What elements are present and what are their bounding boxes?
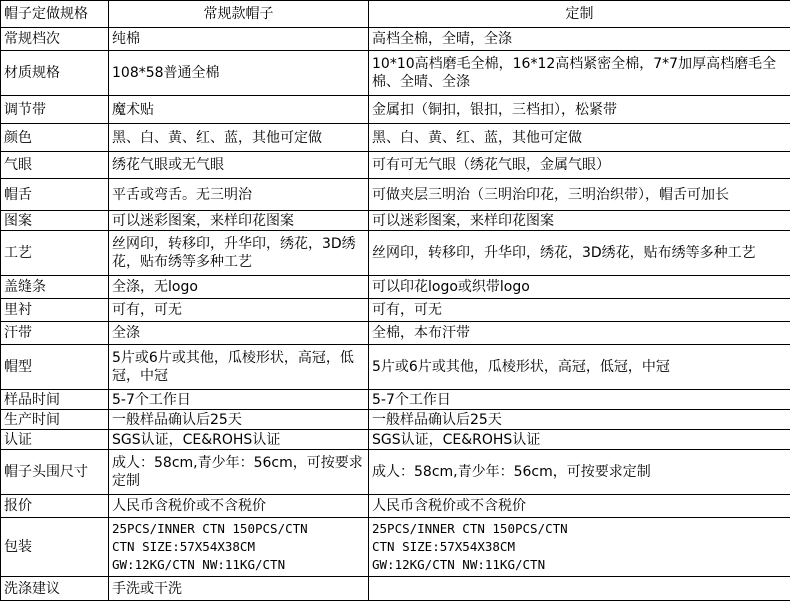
row-label: 气眼	[1, 152, 109, 179]
table-row	[1, 299, 790, 322]
regular-cell: 108*58普通全棉	[109, 51, 369, 96]
custom-cell: 全棉，本布汗带	[369, 322, 790, 345]
custom-cell: 金属扣（铜扣，银扣，三档扣），松紧带	[369, 96, 790, 124]
regular-cell: 手洗或干洗	[109, 577, 369, 601]
custom-cell: 可做夹层三明治（三明治印花，三明治织带），帽舌可加长	[369, 179, 790, 211]
row-label: 包装	[1, 518, 109, 577]
row-label: 帽型	[1, 345, 109, 390]
row-label: 汗带	[1, 322, 109, 345]
regular-cell: 可有，可无	[109, 299, 369, 322]
packing-line: 25PCS/INNER CTN 150PCS/CTN	[372, 521, 568, 536]
custom-cell: 丝网印，转移印，升华印，绣花，3D绣花，贴布绣等多种工艺	[369, 231, 790, 276]
custom-cell: 可以印花logo或织带logo	[369, 276, 790, 299]
regular-cell: SGS认证，CE&ROHS认证	[109, 430, 369, 450]
regular-cell: 5片或6片或其他，瓜棱形状，高冠，低冠，中冠	[109, 345, 369, 390]
custom-cell: SGS认证，CE&ROHS认证	[369, 430, 790, 450]
packing-line: GW:12KG/CTN NW:11KG/CTN	[112, 557, 286, 572]
table-row	[1, 124, 790, 152]
packing-line: CTN SIZE:57X54X38CM	[372, 539, 515, 554]
regular-cell	[109, 518, 369, 577]
custom-cell: 10*10高档磨毛全棉，16*12高档紧密全棉，7*7加厚高档磨毛全棉、全晴、全涤	[369, 51, 790, 96]
table-row	[1, 231, 790, 276]
row-label: 帽舌	[1, 179, 109, 211]
regular-cell: 全涤	[109, 322, 369, 345]
table-row	[1, 211, 790, 231]
custom-cell: 可有可无气眼（绣花气眼，金属气眼）	[369, 152, 790, 179]
table-row	[1, 345, 790, 390]
table-row	[1, 152, 790, 179]
header-cell-regular: 常规款帽子	[109, 1, 369, 28]
row-label: 常规档次	[1, 28, 109, 51]
row-label: 材质规格	[1, 51, 109, 96]
regular-cell: 5-7个工作日	[109, 390, 369, 410]
row-label: 里衬	[1, 299, 109, 322]
custom-cell	[369, 577, 790, 601]
table-row	[1, 450, 790, 495]
regular-cell: 丝网印，转移印，升华印，绣花，3D绣花，贴布绣等多种工艺	[109, 231, 369, 276]
table-row	[1, 518, 790, 577]
table-row	[1, 28, 790, 51]
header-cell-spec: 帽子定做规格	[1, 1, 109, 28]
header-row	[1, 1, 790, 28]
custom-cell	[369, 518, 790, 577]
packing-line: 25PCS/INNER CTN 150PCS/CTN	[112, 521, 308, 536]
table-row	[1, 430, 790, 450]
row-label: 样品时间	[1, 390, 109, 410]
custom-cell: 人民币含税价或不含税价	[369, 495, 790, 518]
table-row	[1, 51, 790, 96]
table-row	[1, 577, 790, 601]
regular-cell: 人民币含税价或不含税价	[109, 495, 369, 518]
row-label: 盖缝条	[1, 276, 109, 299]
row-label: 图案	[1, 211, 109, 231]
regular-cell: 纯棉	[109, 28, 369, 51]
regular-cell: 魔术贴	[109, 96, 369, 124]
custom-cell: 黑、白、黄、红、蓝，其他可定做	[369, 124, 790, 152]
row-label: 调节带	[1, 96, 109, 124]
packing-line: GW:12KG/CTN NW:11KG/CTN	[372, 557, 546, 572]
regular-cell: 一般样品确认后25天	[109, 410, 369, 430]
table-row	[1, 179, 790, 211]
regular-cell: 黑、白、黄、红、蓝，其他可定做	[109, 124, 369, 152]
row-label: 报价	[1, 495, 109, 518]
table-row	[1, 276, 790, 299]
custom-cell: 一般样品确认后25天	[369, 410, 790, 430]
regular-cell: 全涤，无logo	[109, 276, 369, 299]
row-label: 洗涤建议	[1, 577, 109, 601]
custom-cell: 高档全棉，全晴，全涤	[369, 28, 790, 51]
custom-cell: 5片或6片或其他，瓜棱形状，高冠，低冠，中冠	[369, 345, 790, 390]
custom-cell: 可以迷彩图案，来样印花图案	[369, 211, 790, 231]
regular-cell: 绣花气眼或无气眼	[109, 152, 369, 179]
row-label: 生产时间	[1, 410, 109, 430]
packing-line: CTN SIZE:57X54X38CM	[112, 539, 255, 554]
table-row	[1, 96, 790, 124]
custom-cell: 成人：58cm,青少年：56cm，可按要求定制	[369, 450, 790, 495]
table-row	[1, 390, 790, 410]
row-label: 工艺	[1, 231, 109, 276]
table-row	[1, 410, 790, 430]
regular-cell: 成人：58cm,青少年：56cm，可按要求定制	[109, 450, 369, 495]
custom-cell: 5-7个工作日	[369, 390, 790, 410]
header-cell-custom: 定制	[369, 1, 790, 28]
row-label: 认证	[1, 430, 109, 450]
table-row	[1, 322, 790, 345]
row-label: 帽子头围尺寸	[1, 450, 109, 495]
custom-cell: 可有，可无	[369, 299, 790, 322]
regular-cell: 可以迷彩图案，来样印花图案	[109, 211, 369, 231]
regular-cell: 平舌或弯舌。无三明治	[109, 179, 369, 211]
table-row	[1, 495, 790, 518]
row-label: 颜色	[1, 124, 109, 152]
